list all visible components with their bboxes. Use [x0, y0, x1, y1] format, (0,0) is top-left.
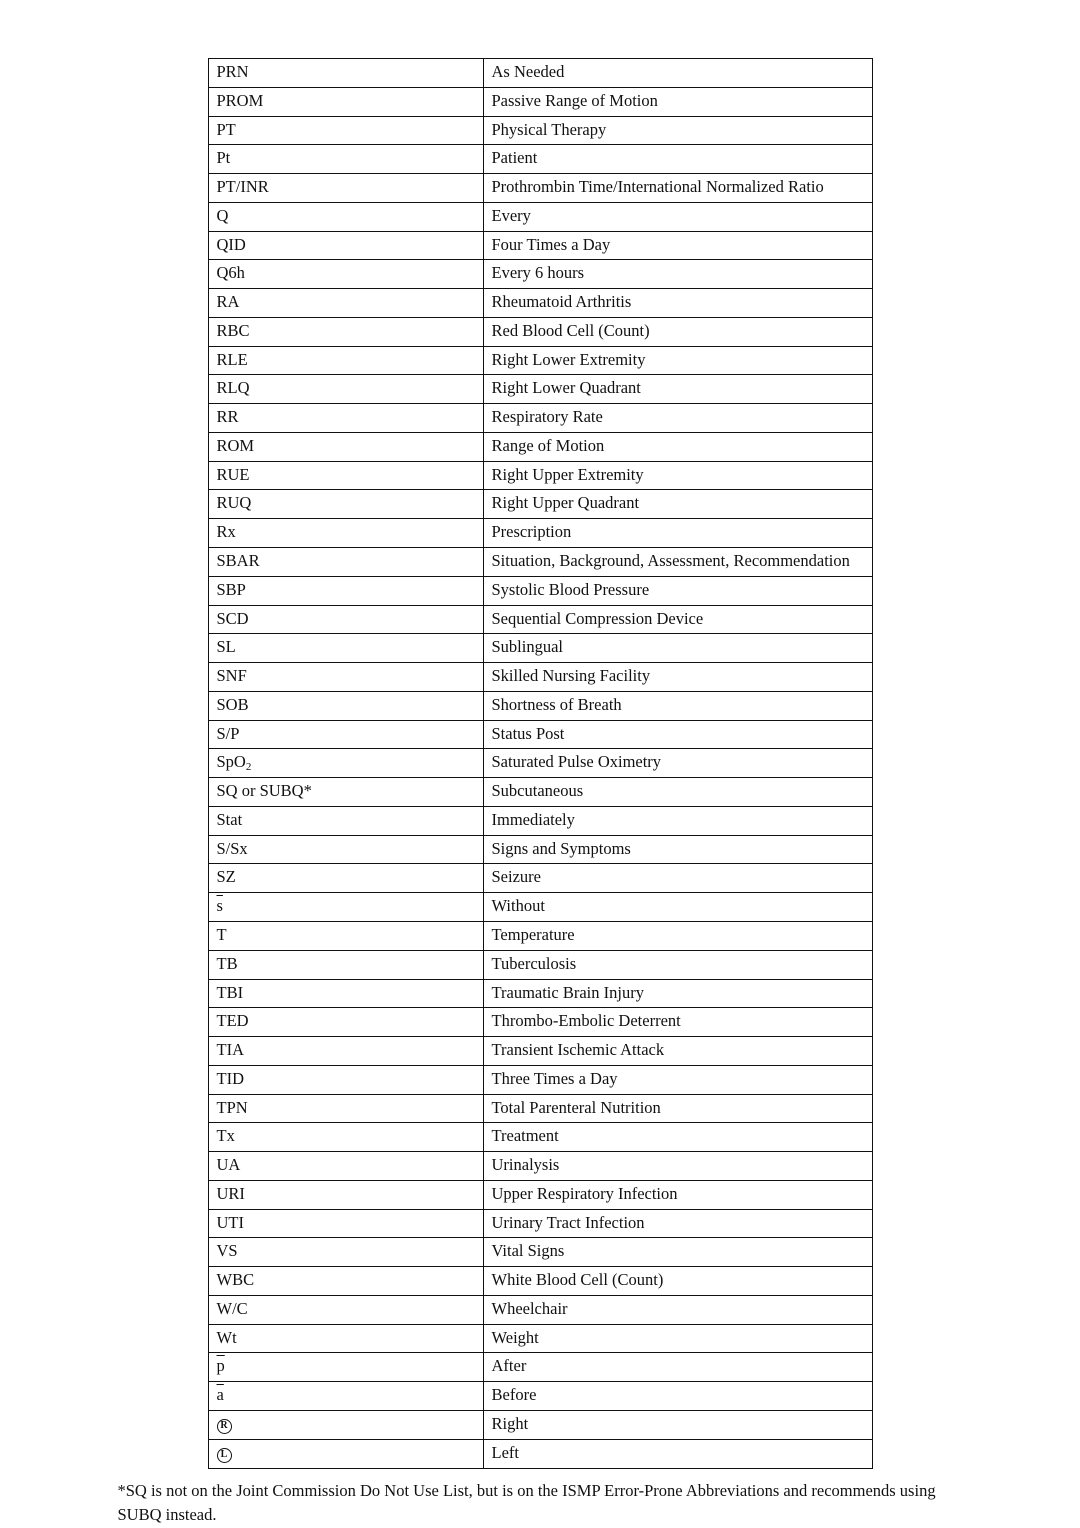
abbreviation-term: RUE: [208, 461, 483, 490]
abbreviation-definition: Prothrombin Time/International Normalized Ratio: [483, 174, 872, 203]
abbreviation-term: QID: [208, 231, 483, 260]
abbreviation-definition: Traumatic Brain Injury: [483, 979, 872, 1008]
table-row: [208, 893, 872, 922]
abbreviation-definition: Right: [483, 1410, 872, 1439]
abbreviation-term: SCD: [208, 605, 483, 634]
table-row: [208, 691, 872, 720]
abbreviation-definition: Right Lower Quadrant: [483, 375, 872, 404]
table-row: [208, 921, 872, 950]
abbreviation-term: Tx: [208, 1123, 483, 1152]
table-row: [208, 950, 872, 979]
abbreviation-term: L: [208, 1439, 483, 1468]
abbreviation-term: Q6h: [208, 260, 483, 289]
table-row: [208, 174, 872, 203]
abbreviation-definition: Urinary Tract Infection: [483, 1209, 872, 1238]
table-row: [208, 1295, 872, 1324]
table-row: [208, 231, 872, 260]
table-row: [208, 87, 872, 116]
abbreviation-term: $\overline{s}$: [208, 893, 483, 922]
abbreviation-definition: Treatment: [483, 1123, 872, 1152]
abbreviation-definition: Seizure: [483, 864, 872, 893]
abbreviation-definition: Situation, Background, Assessment, Recommendation: [483, 548, 872, 577]
table-row: [208, 605, 872, 634]
table-row: [208, 864, 872, 893]
abbreviation-term: RLQ: [208, 375, 483, 404]
abbreviation-definition: Left: [483, 1439, 872, 1468]
table-row: [208, 260, 872, 289]
abbreviation-definition: Upper Respiratory Infection: [483, 1180, 872, 1209]
abbreviation-term: RUQ: [208, 490, 483, 519]
abbreviation-definition: Right Upper Quadrant: [483, 490, 872, 519]
abbreviation-definition: Passive Range of Motion: [483, 87, 872, 116]
abbreviation-term: SBP: [208, 576, 483, 605]
abbreviation-term: PT/INR: [208, 174, 483, 203]
abbreviation-definition: Sequential Compression Device: [483, 605, 872, 634]
abbreviation-definition: Tuberculosis: [483, 950, 872, 979]
table-row: [208, 1439, 872, 1468]
abbreviation-definition: Without: [483, 893, 872, 922]
table-row: [208, 375, 872, 404]
abbreviation-definition: Status Post: [483, 720, 872, 749]
table-row: [208, 1410, 872, 1439]
table-row: [208, 404, 872, 433]
table-row: [208, 519, 872, 548]
table-row: [208, 548, 872, 577]
abbreviation-definition: Before: [483, 1382, 872, 1411]
table-row: [208, 835, 872, 864]
abbreviation-term: RR: [208, 404, 483, 433]
abbreviation-term: T: [208, 921, 483, 950]
table-row: [208, 806, 872, 835]
abbreviation-term: $\overline{p}$: [208, 1353, 483, 1382]
abbreviation-term: W/C: [208, 1295, 483, 1324]
abbreviation-term: SNF: [208, 663, 483, 692]
abbreviation-definition: Transient Ischemic Attack: [483, 1037, 872, 1066]
abbreviation-term: VS: [208, 1238, 483, 1267]
table-row: [208, 1008, 872, 1037]
abbreviation-definition: Weight: [483, 1324, 872, 1353]
abbreviation-term: Rx: [208, 519, 483, 548]
abbreviation-term: Q: [208, 202, 483, 231]
abbreviation-term: SOB: [208, 691, 483, 720]
table-row: [208, 490, 872, 519]
table-row: [208, 346, 872, 375]
abbreviation-term: PRN: [208, 59, 483, 88]
abbreviation-term: SpO$_2$: [208, 749, 483, 778]
abbreviation-definition: After: [483, 1353, 872, 1382]
abbreviation-definition: As Needed: [483, 59, 872, 88]
table-row: [208, 778, 872, 807]
abbreviation-definition: Right Upper Extremity: [483, 461, 872, 490]
table-row: [208, 145, 872, 174]
abbreviation-definition: Four Times a Day: [483, 231, 872, 260]
footnote: *SQ is not on the Joint Commission Do Not Use List, but is on the ISMP Error-Prone Abbreviations and recommends using SUBQ instead.: [117, 1480, 936, 1525]
table-row: [208, 432, 872, 461]
abbreviation-definition: Patient: [483, 145, 872, 174]
table-row: [208, 1267, 872, 1296]
table-row: [208, 634, 872, 663]
abbreviation-definition: Respiratory Rate: [483, 404, 872, 433]
table-row: [208, 289, 872, 318]
abbreviation-term: UTI: [208, 1209, 483, 1238]
abbreviation-term: TIA: [208, 1037, 483, 1066]
table-row: [208, 1065, 872, 1094]
abbreviation-term: Pt: [208, 145, 483, 174]
table-row: [208, 1209, 872, 1238]
table-row: [208, 576, 872, 605]
abbreviation-definition: Wheelchair: [483, 1295, 872, 1324]
abbreviation-term: TBI: [208, 979, 483, 1008]
abbreviation-term: PT: [208, 116, 483, 145]
abbreviation-definition: Shortness of Breath: [483, 691, 872, 720]
table-row: [208, 1353, 872, 1382]
abbreviation-term: SL: [208, 634, 483, 663]
abbreviation-definition: Physical Therapy: [483, 116, 872, 145]
abbreviation-definition: White Blood Cell (Count): [483, 1267, 872, 1296]
abbreviation-term: $\overline{a}$: [208, 1382, 483, 1411]
abbreviation-term: SBAR: [208, 548, 483, 577]
abbreviation-definition: Thrombo-Embolic Deterrent: [483, 1008, 872, 1037]
abbreviation-term: R: [208, 1410, 483, 1439]
table-row: [208, 1037, 872, 1066]
table-row: [208, 59, 872, 88]
table-row: [208, 1094, 872, 1123]
abbreviation-term: TPN: [208, 1094, 483, 1123]
abbreviation-term: S/Sx: [208, 835, 483, 864]
table-row: [208, 1180, 872, 1209]
abbreviation-definition: Every 6 hours: [483, 260, 872, 289]
abbreviation-definition: Systolic Blood Pressure: [483, 576, 872, 605]
table-row: [208, 1324, 872, 1353]
abbreviation-definition: Skilled Nursing Facility: [483, 663, 872, 692]
abbreviation-term: SZ: [208, 864, 483, 893]
abbreviation-definition: Range of Motion: [483, 432, 872, 461]
abbreviation-term: PROM: [208, 87, 483, 116]
abbreviation-term: RLE: [208, 346, 483, 375]
abbreviation-definition: Right Lower Extremity: [483, 346, 872, 375]
table-row: [208, 720, 872, 749]
abbreviation-definition: Immediately: [483, 806, 872, 835]
abbreviation-term: TB: [208, 950, 483, 979]
abbreviation-term: RA: [208, 289, 483, 318]
table-row: [208, 1238, 872, 1267]
abbreviation-term: SQ or SUBQ*: [208, 778, 483, 807]
abbreviation-term: S/P: [208, 720, 483, 749]
table-row: [208, 317, 872, 346]
table-body: [208, 59, 872, 1469]
table-row: [208, 1382, 872, 1411]
abbreviation-term: TID: [208, 1065, 483, 1094]
abbreviation-term: Wt: [208, 1324, 483, 1353]
abbreviation-term: Stat: [208, 806, 483, 835]
abbreviation-definition: Subcutaneous: [483, 778, 872, 807]
table-row: [208, 1123, 872, 1152]
abbreviation-term: UA: [208, 1152, 483, 1181]
abbreviation-term: ROM: [208, 432, 483, 461]
table-row: [208, 663, 872, 692]
abbreviation-definition: Rheumatoid Arthritis: [483, 289, 872, 318]
abbreviation-term: RBC: [208, 317, 483, 346]
abbreviation-definition: Signs and Symptoms: [483, 835, 872, 864]
abbreviation-definition: Vital Signs: [483, 1238, 872, 1267]
abbreviation-term: WBC: [208, 1267, 483, 1296]
abbreviation-definition: Three Times a Day: [483, 1065, 872, 1094]
abbreviation-definition: Every: [483, 202, 872, 231]
abbreviation-definition: Prescription: [483, 519, 872, 548]
table-row: [208, 461, 872, 490]
abbreviation-definition: Saturated Pulse Oximetry: [483, 749, 872, 778]
table-row: [208, 116, 872, 145]
abbreviations-table: [208, 58, 873, 1469]
table-row: [208, 979, 872, 1008]
abbreviation-definition: Red Blood Cell (Count): [483, 317, 872, 346]
abbreviation-definition: Temperature: [483, 921, 872, 950]
abbreviation-term: TED: [208, 1008, 483, 1037]
table-row: [208, 1152, 872, 1181]
table-row: [208, 202, 872, 231]
abbreviation-definition: Urinalysis: [483, 1152, 872, 1181]
abbreviation-definition: Sublingual: [483, 634, 872, 663]
table-row: [208, 749, 872, 778]
abbreviation-term: URI: [208, 1180, 483, 1209]
abbreviation-definition: Total Parenteral Nutrition: [483, 1094, 872, 1123]
